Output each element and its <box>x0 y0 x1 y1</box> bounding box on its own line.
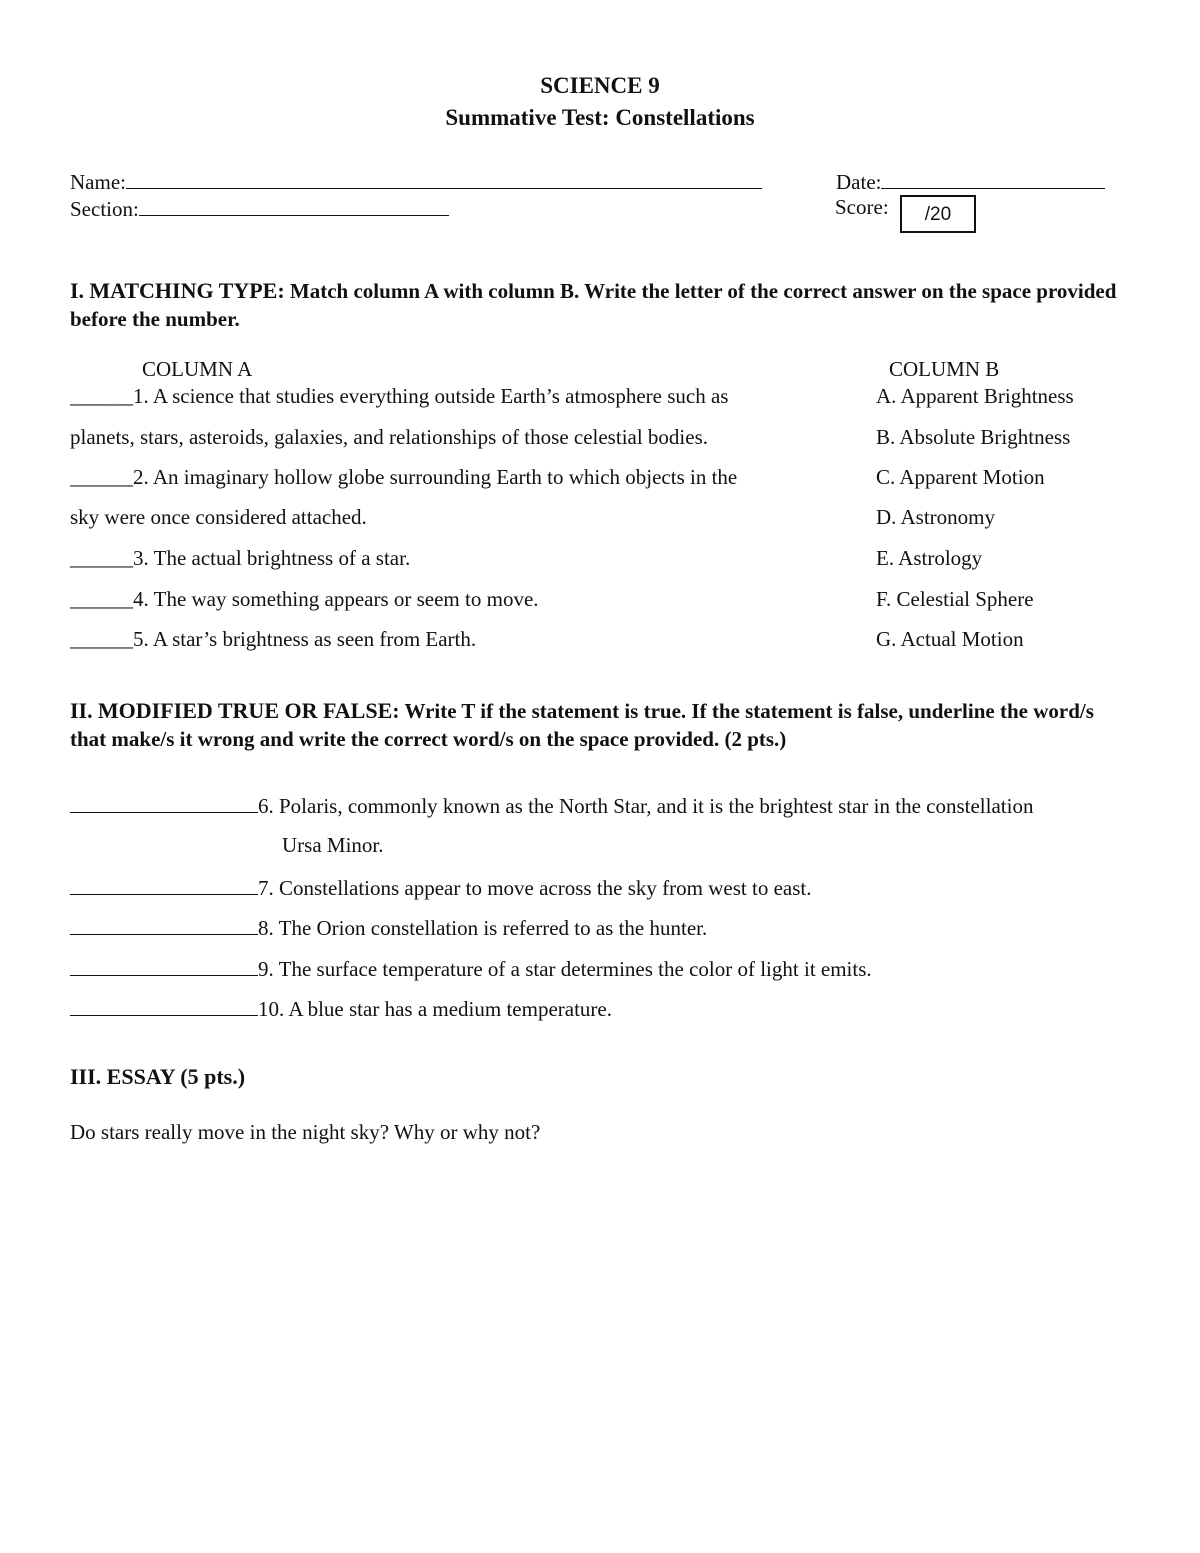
column-b-item: F. Celestial Sphere <box>876 587 1034 611</box>
column-b-item: G. Actual Motion <box>876 627 1024 651</box>
column-a-line <box>70 505 367 530</box>
column-a-line <box>70 587 539 612</box>
column-b-item: D. Astronomy <box>876 505 996 529</box>
column-a-line <box>70 465 737 490</box>
true-false-item <box>70 874 811 901</box>
true-false-item <box>70 955 872 982</box>
column-a-line <box>70 627 476 652</box>
true-false-item <box>70 792 1033 819</box>
true-false-item <box>70 914 707 941</box>
column-b-header: COLUMN B <box>889 357 1000 381</box>
part1-instructions <box>70 277 1135 333</box>
section-label: Section: <box>70 197 139 221</box>
answer-blank[interactable]: ______ <box>70 384 133 408</box>
test-title: Summative Test: Constellations <box>445 105 755 130</box>
column-a-text: 1. A science that studies everything outside Earth’s atmosphere such as <box>133 384 729 408</box>
date-label: Date: <box>836 170 882 194</box>
column-a-header: COLUMN A <box>142 357 253 381</box>
column-a-text: 4. The way something appears or seem to move. <box>133 587 539 611</box>
statement-continuation: Ursa Minor. <box>282 833 384 857</box>
column-a-text: 3. The actual brightness of a star. <box>133 546 411 570</box>
answer-blank[interactable] <box>70 955 258 976</box>
answer-blank[interactable]: ______ <box>70 546 133 570</box>
name-field[interactable] <box>70 168 762 195</box>
part1-heading: MATCHING TYPE: <box>89 278 285 303</box>
answer-blank[interactable]: ______ <box>70 627 133 651</box>
part1-instruction: Match column A with column B. Write the letter of the correct answer on the space provided before the number. <box>70 279 1117 331</box>
statement-text: 9. The surface temperature of a star determines the color of light it emits. <box>258 957 872 981</box>
section-blank[interactable] <box>139 195 449 216</box>
column-b-item: B. Absolute Brightness <box>876 425 1071 449</box>
part2-heading: MODIFIED TRUE OR FALSE: <box>97 698 400 723</box>
essay-heading: III. ESSAY (5 pts.) <box>70 1064 246 1089</box>
statement-text: 6. Polaris, commonly known as the North Star, and it is the brightest star in the constellation <box>258 794 1034 818</box>
answer-blank[interactable] <box>70 914 258 935</box>
part2-number: II. <box>70 698 93 723</box>
column-b-item: C. Apparent Motion <box>876 465 1045 489</box>
true-false-item <box>70 995 612 1022</box>
answer-blank[interactable]: ______ <box>70 465 133 489</box>
statement-text: 8. The Orion constellation is referred to as the hunter. <box>258 916 708 940</box>
score-box <box>900 195 976 233</box>
column-b-item: E. Astrology <box>876 546 983 570</box>
column-a-line <box>70 425 708 450</box>
part1-number: I. <box>70 278 85 303</box>
column-a-text: 2. An imaginary hollow globe surrounding Earth to which objects in the <box>133 465 738 489</box>
column-a-text: 5. A star’s brightness as seen from Earth. <box>133 627 477 651</box>
column-a-text: sky were once considered attached. <box>70 505 367 529</box>
essay-question: Do stars really move in the night sky? Why or why not? <box>70 1120 541 1144</box>
part2-instructions <box>70 697 1135 753</box>
column-a-text: planets, stars, asteroids, galaxies, and relationships of those celestial bodies. <box>70 425 709 449</box>
score-label: Score: <box>835 195 889 219</box>
answer-blank[interactable] <box>70 995 258 1016</box>
column-a-line <box>70 546 410 571</box>
answer-blank[interactable] <box>70 792 258 813</box>
date-field[interactable] <box>836 168 1105 195</box>
column-b-item: A. Apparent Brightness <box>876 384 1074 408</box>
statement-text: 10. A blue star has a medium temperature. <box>258 997 612 1021</box>
part2-instruction: Write T if the statement is true. If the statement is false, underline the word/s that make/s it wrong and write the correct word/s on the space provided. (2 pts.) <box>70 699 1094 751</box>
name-label: Name: <box>70 170 126 194</box>
answer-blank[interactable] <box>70 874 258 895</box>
date-blank[interactable] <box>881 168 1105 189</box>
column-a-line <box>70 384 728 409</box>
section-field[interactable] <box>70 195 449 222</box>
answer-blank[interactable]: ______ <box>70 587 133 611</box>
statement-text: 7. Constellations appear to move across the sky from west to east. <box>258 876 812 900</box>
name-blank[interactable] <box>126 168 762 189</box>
score-total: /20 <box>924 204 952 225</box>
subject-title: SCIENCE 9 <box>540 73 660 98</box>
